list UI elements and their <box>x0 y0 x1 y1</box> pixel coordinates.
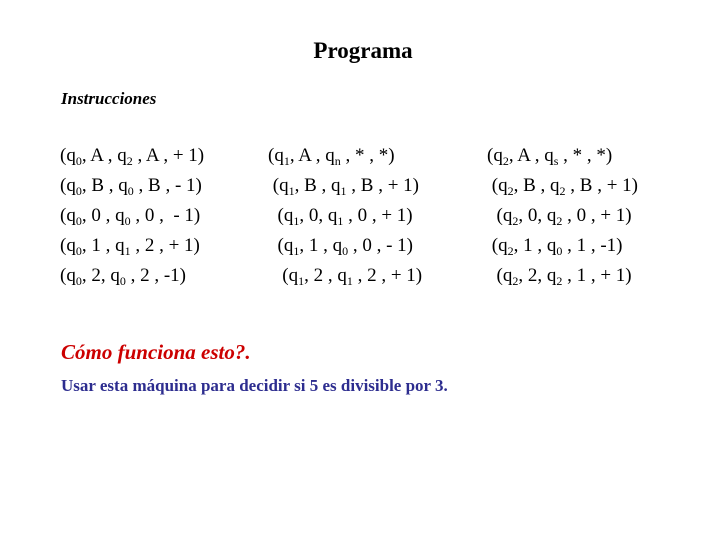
state-subscript: 2 <box>512 214 519 228</box>
state-subscript: 2 <box>556 214 563 228</box>
instruction-line <box>268 141 422 171</box>
state-subscript: 1 <box>288 184 295 198</box>
instruction-column-q0 <box>60 141 204 291</box>
instruction-text: , 1 , + 1) <box>562 265 632 286</box>
state-subscript: 0 <box>75 274 82 288</box>
state-subscript: 2 <box>512 274 519 288</box>
instruction-line <box>268 201 422 231</box>
instruction-line <box>60 231 204 261</box>
instruction-text: , 2 , + 1) <box>130 235 200 256</box>
state-subscript: 0 <box>127 184 134 198</box>
instruction-text: , B , q <box>81 175 128 196</box>
state-subscript: 1 <box>283 154 290 168</box>
state-subscript: 0 <box>75 214 82 228</box>
instruction-line <box>487 201 638 231</box>
instruction-column-q2 <box>487 141 638 291</box>
state-subscript: 1 <box>298 274 305 288</box>
instruction-text: , 1 , -1) <box>562 235 623 256</box>
instruction-text: , B , q <box>294 175 341 196</box>
instruction-text: , 0 , - 1) <box>130 205 201 226</box>
instruction-text: , 0 , + 1) <box>562 205 632 226</box>
state-subscript: 1 <box>293 244 300 258</box>
instruction-line <box>487 171 638 201</box>
state-subscript: 1 <box>293 214 300 228</box>
state-subscript: 0 <box>556 244 563 258</box>
state-subscript: 0 <box>75 154 82 168</box>
instruction-text: (q <box>487 145 503 166</box>
instruction-text: , B , - 1) <box>133 175 202 196</box>
state-subscript: 2 <box>559 184 566 198</box>
instruction-text: , 0 , q <box>81 205 125 226</box>
state-subscript: 0 <box>75 244 82 258</box>
state-subscript: 0 <box>119 274 126 288</box>
section-subtitle: Instrucciones <box>61 89 157 108</box>
instruction-text: (q <box>268 235 294 256</box>
instruction-text: , * , *) <box>558 145 613 166</box>
state-subscript: 2 <box>126 154 133 168</box>
instruction-text: , 0 , - 1) <box>348 235 413 256</box>
instruction-text: , 2 , q <box>304 265 347 286</box>
instruction-text: , B , + 1) <box>346 175 419 196</box>
state-subscript: s <box>553 154 559 168</box>
instruction-line <box>60 201 204 231</box>
instruction-text: , 2 , -1) <box>125 265 186 286</box>
instruction-text: (q <box>268 205 294 226</box>
instruction-text: , 1 , q <box>81 235 125 256</box>
instruction-text: (q <box>268 175 289 196</box>
instruction-line <box>487 141 638 171</box>
instruction-text: (q <box>268 265 299 286</box>
instruction-text: , 2, q <box>81 265 120 286</box>
instruction-text: , 0, q <box>299 205 338 226</box>
state-subscript: 2 <box>507 244 514 258</box>
state-subscript: 0 <box>342 244 349 258</box>
instruction-line <box>60 171 204 201</box>
instruction-text: , A , q <box>81 145 127 166</box>
state-subscript: 1 <box>346 274 353 288</box>
instruction-text: (q <box>487 205 513 226</box>
state-subscript: 1 <box>337 214 344 228</box>
instruction-line <box>60 261 204 291</box>
instruction-line <box>268 231 422 261</box>
state-subscript: n <box>334 154 341 168</box>
instruction-text: (q <box>60 145 76 166</box>
instruction-text: , A , q <box>508 145 554 166</box>
instruction-text: (q <box>60 265 76 286</box>
question-heading: Cómo funciona esto?. <box>61 340 251 364</box>
state-subscript: 2 <box>502 154 509 168</box>
instruction-line <box>268 261 422 291</box>
instruction-text: (q <box>487 265 513 286</box>
state-subscript: 0 <box>75 184 82 198</box>
instruction-line <box>268 171 422 201</box>
instruction-text: , 2, q <box>518 265 557 286</box>
instruction-text: (q <box>60 175 76 196</box>
instruction-text: (q <box>268 145 284 166</box>
instruction-text: , A , q <box>289 145 335 166</box>
instruction-text: , 0, q <box>518 205 557 226</box>
task-statement: Usar esta máquina para decidir si 5 es divisible por 3. <box>61 376 448 395</box>
instruction-text: , B , + 1) <box>565 175 638 196</box>
instruction-line <box>487 231 638 261</box>
instruction-text: , 1 , q <box>513 235 557 256</box>
state-subscript: 1 <box>340 184 347 198</box>
page-title: Programa <box>313 38 413 63</box>
instruction-text: , 0 , + 1) <box>343 205 413 226</box>
state-subscript: 1 <box>124 244 131 258</box>
instruction-column-q1 <box>268 141 422 291</box>
instruction-text: (q <box>60 235 76 256</box>
instruction-text: (q <box>487 235 508 256</box>
instruction-text: (q <box>60 205 76 226</box>
instruction-text: , 1 , q <box>299 235 343 256</box>
instruction-text: , B , q <box>513 175 560 196</box>
instruction-text: , 2 , + 1) <box>352 265 423 286</box>
state-subscript: 2 <box>556 274 563 288</box>
instruction-line <box>487 261 638 291</box>
instruction-text: , A , + 1) <box>132 145 205 166</box>
instruction-text: (q <box>487 175 508 196</box>
state-subscript: 0 <box>124 214 131 228</box>
state-subscript: 2 <box>507 184 514 198</box>
instruction-line <box>60 141 204 171</box>
instruction-text: , * , *) <box>340 145 395 166</box>
